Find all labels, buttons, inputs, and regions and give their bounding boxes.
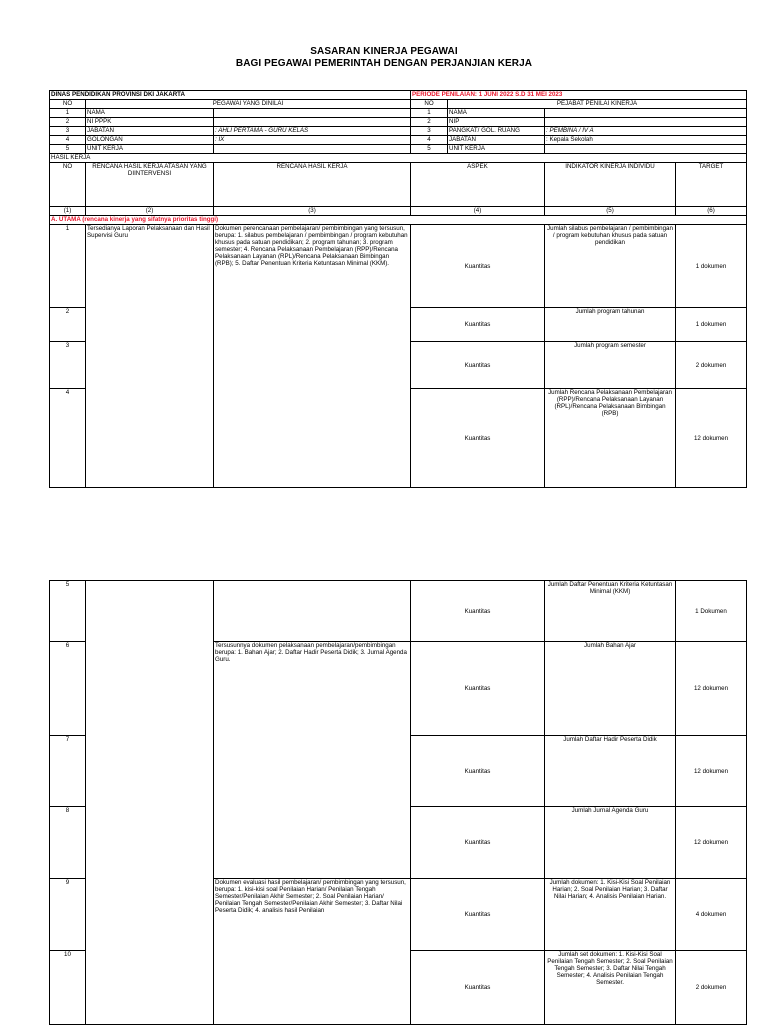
row-indikator: Jumlah silabus pembelajaran / pembimbingan / program kebutuhan khusus pada satuan pendidikan: [545, 225, 676, 308]
row-target: 1 Dokumen: [676, 581, 747, 642]
row-target: 4 dokumen: [676, 879, 747, 951]
row-aspek: Kuantitas: [411, 225, 545, 308]
agency-name: DINAS PENDIDIKAN PROVINSI DKI JAKARTA: [50, 91, 411, 100]
row-no: 9: [50, 879, 86, 951]
ass-no: 1: [411, 109, 448, 118]
col-number: (5): [545, 207, 676, 216]
emp-no: 4: [50, 136, 86, 145]
header-no: NO: [50, 100, 86, 109]
emp-value: [214, 109, 411, 118]
row-indikator: Jumlah Bahan Ajar: [545, 642, 676, 736]
emp-no: 3: [50, 127, 86, 136]
header-no-2: NO: [411, 100, 448, 109]
row-rhk: Tersusunnya dokumen pelaksanaan pembelajaran/pembimbingan berupa: 1. Bahan Ajar; 2. Daftar Hadir Peserta Didik; 3. Jurnal Agenda Guru.: [214, 642, 411, 879]
ass-no: 4: [411, 136, 448, 145]
row-no: 1: [50, 225, 86, 308]
emp-label: NAMA: [86, 109, 214, 118]
row-no: 3: [50, 342, 86, 389]
col-head-indikator: INDIKATOR KINERJA INDIVIDU: [545, 163, 676, 207]
col-head-aspek: ASPEK: [411, 163, 545, 207]
col-number: (6): [676, 207, 747, 216]
emp-value: [214, 145, 411, 154]
ass-no: 2: [411, 118, 448, 127]
ass-no: 5: [411, 145, 448, 154]
header-employee: PEGAWAI YANG DINILAI: [86, 100, 411, 109]
ass-value: [545, 118, 747, 127]
row-rhk-atasan: Tersedianya Laporan Pelaksanaan dan Hasil Supervisi Guru: [86, 225, 214, 488]
row-indikator: Jumlah Jurnal Agenda Guru: [545, 807, 676, 879]
ass-no: 3: [411, 127, 448, 136]
col-number: (3): [214, 207, 411, 216]
identity-row: [50, 136, 747, 145]
row-no: 5: [50, 581, 86, 642]
skp-table-page2: [49, 580, 747, 1025]
table-row: [50, 581, 747, 642]
row-rhk-atasan: [86, 581, 214, 1025]
ass-value: [545, 109, 747, 118]
ass-label: JABATAN: [448, 136, 545, 145]
row-target: 12 dokumen: [676, 807, 747, 879]
row-no: 8: [50, 807, 86, 879]
row-no: 6: [50, 642, 86, 736]
row-rhk: Dokumen perencanaan pembelajaran/ pembimbingan yang tersusun, berupa: 1. silabus pembelajaran / pembimbingan / program kebutuhan khusus pada satuan pendidikan; 2. program tahunan; 3. program semester; 4. Rencana Pelaksanaan Pembelajaran (RPP)/Rencana Pelaksanaan Layanan (RPL)/Rencana Pelaksanaan Bimbingan (RPB); 5. Daftar Penentuan Kriteria Ketuntasan Minimal (KKM).: [214, 225, 411, 488]
row-target: 1 dokumen: [676, 308, 747, 342]
identity-row: [50, 118, 747, 127]
ass-value: : Kepala Sekolah: [545, 136, 747, 145]
row-no: 10: [50, 951, 86, 1025]
row-target: 12 dokumen: [676, 642, 747, 736]
ass-label: UNIT KERJA: [448, 145, 545, 154]
row-target: 2 dokumen: [676, 342, 747, 389]
col-head-no: NO: [50, 163, 86, 207]
document-subtitle: BAGI PEGAWAI PEMERINTAH DENGAN PERJANJIAN KERJA: [235, 58, 533, 69]
col-number: (4): [411, 207, 545, 216]
row-no: 7: [50, 736, 86, 807]
emp-value: : IX: [214, 136, 411, 145]
row-indikator: Jumlah program tahunan: [545, 308, 676, 342]
ass-label: NIP: [448, 118, 545, 127]
emp-value: [214, 118, 411, 127]
row-aspek: Kuantitas: [411, 736, 545, 807]
row-aspek: Kuantitas: [411, 389, 545, 488]
row-aspek: Kuantitas: [411, 308, 545, 342]
row-no: 2: [50, 308, 86, 342]
emp-no: 2: [50, 118, 86, 127]
emp-no: 5: [50, 145, 86, 154]
identity-row: [50, 145, 747, 154]
row-aspek: Kuantitas: [411, 807, 545, 879]
row-indikator: Jumlah program semester: [545, 342, 676, 389]
row-aspek: Kuantitas: [411, 581, 545, 642]
row-target: 2 dokumen: [676, 951, 747, 1025]
row-aspek: Kuantitas: [411, 879, 545, 951]
col-number: (1): [50, 207, 86, 216]
identity-row: [50, 127, 747, 136]
hasil-kerja-label: HASIL KERJA: [50, 154, 747, 163]
emp-label: NI PPPK: [86, 118, 214, 127]
table-row: [50, 225, 747, 308]
ass-value: : PEMBINA / IV A: [545, 127, 747, 136]
col-number: (2): [86, 207, 214, 216]
emp-label: GOLONGAN: [86, 136, 214, 145]
row-aspek: Kuantitas: [411, 951, 545, 1025]
emp-no: 1: [50, 109, 86, 118]
header-assessor: PEJABAT PENILAI KINERJA: [448, 100, 747, 109]
row-aspek: Kuantitas: [411, 642, 545, 736]
row-rhk: Dokumen evaluasi hasil pembelajaran/ pembimbingan yang tersusun, berupa: 1. kisi-kisi soal Penilaian Harian/ Penilaian Tengah Semester/Penilaian Akhir Semester; 2. Soal Penilaian Harian/ Penilaian Tengah Semester/Penilaian Akhir Semester; 3. Daftar Nilai Peserta Didik; 4. analisis hasil Penilaian: [214, 879, 411, 1025]
row-rhk: [214, 581, 411, 642]
row-target: 12 dokumen: [676, 736, 747, 807]
col-head-rhk-atasan: RENCANA HASIL KERJA ATASAN YANG DIINTERVENSI: [86, 163, 214, 207]
row-indikator: Jumlah Rencana Pelaksanaan Pembelajaran (RPP)/Rencana Pelaksanaan Layanan (RPL)/Rencana Pelaksanaan Bimbingan (RPB): [545, 389, 676, 488]
section-a-label: A. UTAMA (rencana kinerja yang sifatnya prioritas tinggi): [50, 216, 747, 225]
identity-row: [50, 109, 747, 118]
emp-value: : AHLI PERTAMA - GURU KELAS: [214, 127, 411, 136]
row-target: 12 dokumen: [676, 389, 747, 488]
row-indikator: Jumlah dokumen: 1. Kisi-Kisi Soal Penilaian Harian; 2. Soal Penilaian Harian; 3. Daftar Nilai Harian; 4. Analisis Penilaian Harian.: [545, 879, 676, 951]
skp-table-page1: [49, 90, 747, 488]
row-aspek: Kuantitas: [411, 342, 545, 389]
ass-label: PANGKAT/ GOL. RUANG: [448, 127, 545, 136]
col-head-target: TARGET: [676, 163, 747, 207]
ass-label: NAMA: [448, 109, 545, 118]
document-title: SASARAN KINERJA PEGAWAI: [310, 46, 458, 57]
ass-value: [545, 145, 747, 154]
row-target: 1 dokumen: [676, 225, 747, 308]
col-head-rhk: RENCANA HASIL KERJA: [214, 163, 411, 207]
assessment-period: PERIODE PENILAIAN: 1 JUNI 2022 S.D 31 MEI 2023: [411, 91, 747, 100]
emp-label: UNIT KERJA: [86, 145, 214, 154]
emp-label: JABATAN: [86, 127, 214, 136]
row-indikator: Jumlah Daftar Hadir Peserta Didik: [545, 736, 676, 807]
row-indikator: Jumlah set dokumen: 1. Kisi-Kisi Soal Penilaian Tengah Semester; 2. Soal Penilaian Tengah Semester; 3. Daftar Nilai Tengah Semester; 4. Analisis Penilaian Tengah Semester.: [545, 951, 676, 1025]
row-indikator: Jumlah Daftar Penentuan Kriteria Ketuntasan Minimal (KKM): [545, 581, 676, 642]
row-no: 4: [50, 389, 86, 488]
